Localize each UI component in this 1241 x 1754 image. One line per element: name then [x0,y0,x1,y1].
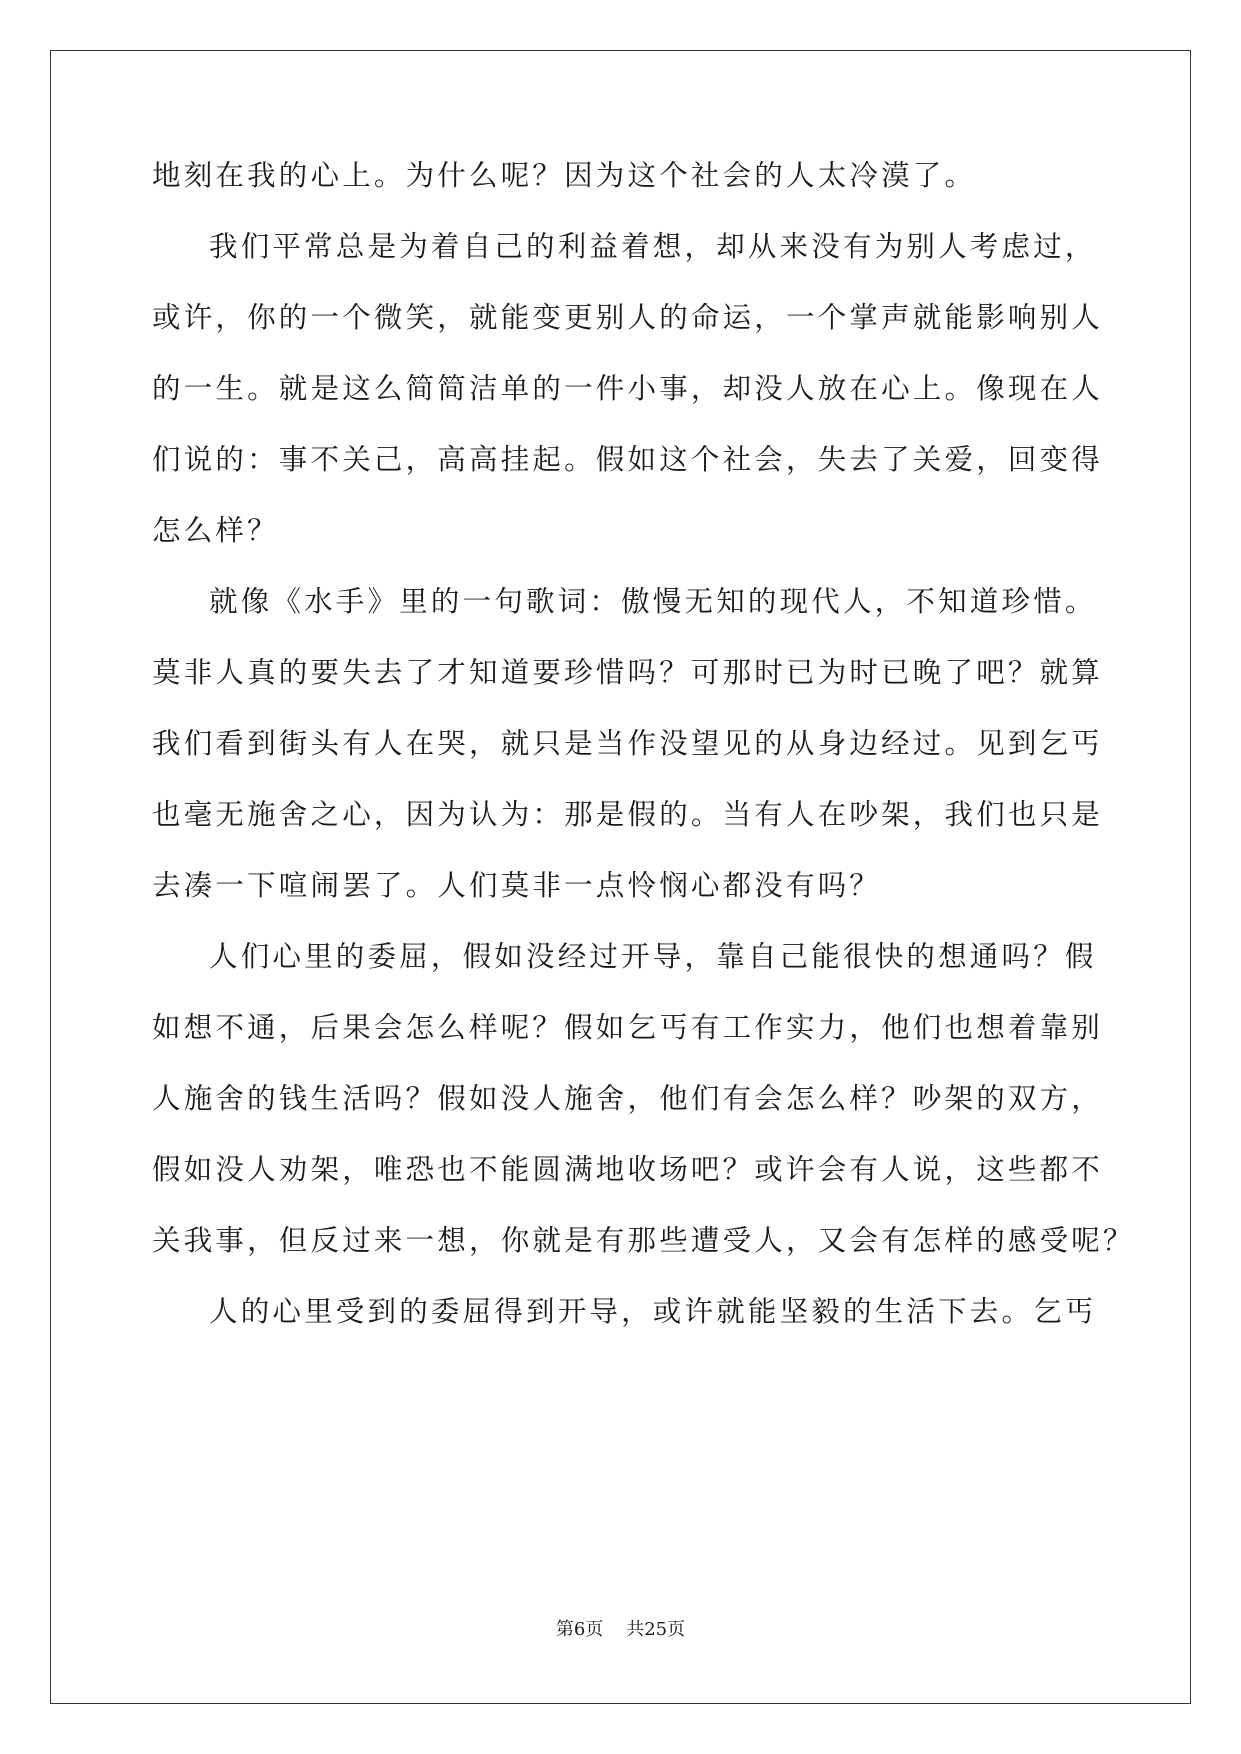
total-label-suffix: 页 [667,1619,686,1640]
text-line: 也毫无施舍之心，因为认为：那是假的。当有人在吵架，我们也只是 [152,798,1104,831]
paragraph-start-line: 人们心里的委屈，假如没经过开导，靠自己能很快的想通吗？假 [209,940,1097,973]
paragraph-start-line: 人的心里受到的委屈得到开导，或许就能坚毅的生活下去。乞丐 [209,1295,1097,1328]
page-footer [0,1615,1241,1641]
text-line: 地刻在我的心上。为什么呢？因为这个社会的人太冷漠了。 [152,159,977,192]
text-line: 假如没人劝架，唯恐也不能圆满地收场吧？或许会有人说，这些都不 [152,1153,1104,1186]
page-label-suffix: 页 [585,1619,604,1640]
text-line: 关我事，但反过来一想，你就是有那些遭受人，又会有怎样的感受呢？ [152,1224,1135,1257]
page-label-prefix: 第 [555,1619,574,1640]
text-line: 们说的：事不关己，高高挂起。假如这个社会，失去了关爱，回变得 [152,443,1104,476]
page-number: 6 [573,1619,586,1640]
text-line: 的一生。就是这么简简洁单的一件小事，却没人放在心上。像现在人 [152,372,1104,405]
paragraph-start-line: 就像《水手》里的一句歌词：傲慢无知的现代人，不知道珍惜。 [209,585,1097,618]
text-line: 去凑一下喧闹罢了。人们莫非一点怜悯心都没有吗？ [152,869,882,902]
text-line: 莫非人真的要失去了才知道要珍惜吗？可那时已为时已晚了吧？就算 [152,656,1104,689]
text-line: 如想不通，后果会怎么样呢？假如乞丐有工作实力，他们也想着靠别 [152,1011,1104,1044]
text-line: 我们看到街头有人在哭，就只是当作没望见的从身边经过。见到乞丐 [152,727,1104,760]
paragraph-start-line: 我们平常总是为着自己的利益着想，却从来没有为别人考虑过， [209,230,1097,263]
text-line: 或许，你的一个微笑，就能变更别人的命运，一个掌声就能影响别人 [152,301,1104,334]
text-line: 怎么样？ [152,514,279,547]
total-pages: 25 [644,1619,668,1640]
total-label-prefix: 共 [626,1619,645,1640]
text-line: 人施舍的钱生活吗？假如没人施舍，他们有会怎么样？吵架的双方， [152,1082,1104,1115]
